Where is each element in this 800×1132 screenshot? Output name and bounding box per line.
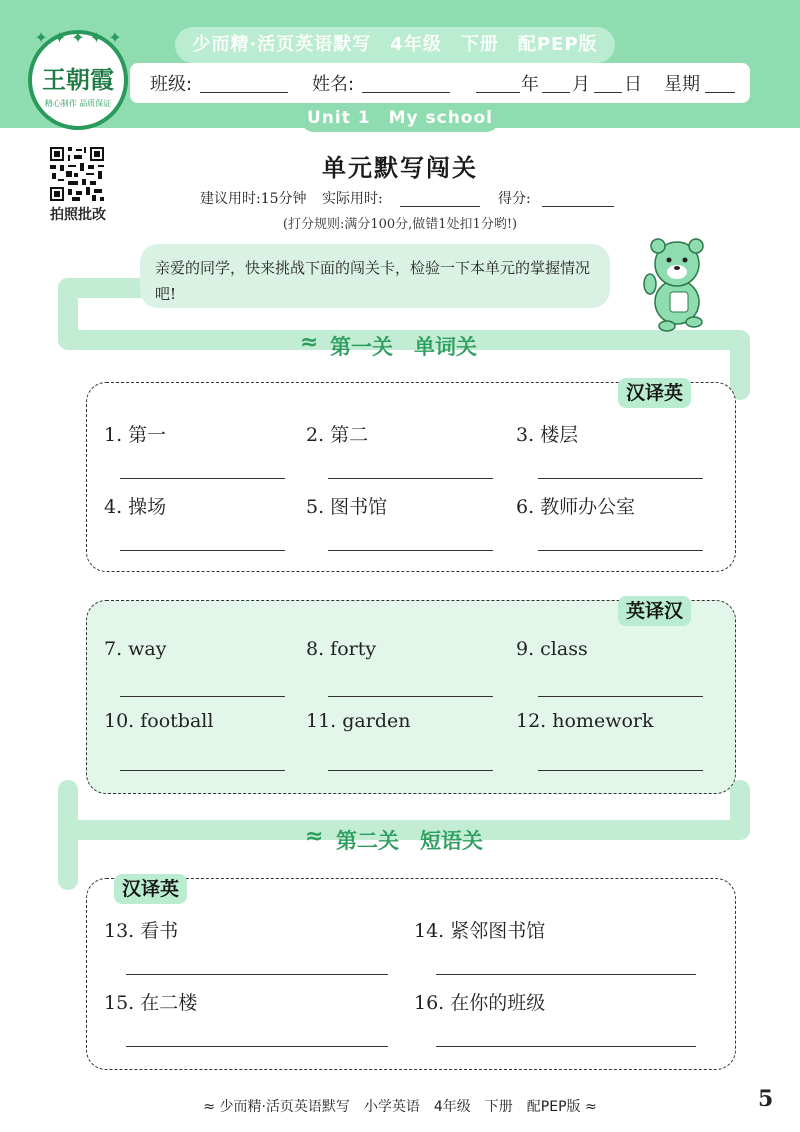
level1-title: 第一关 单词关 (330, 335, 477, 359)
unit-tab: Unit 1 My school (300, 104, 500, 132)
section-en-cn-words (86, 600, 736, 794)
item-16: 16. 在你的班级 (414, 992, 546, 1014)
answer-line-4[interactable] (120, 550, 285, 551)
answer-line-13[interactable] (126, 974, 388, 975)
footer-text: 少而精·活页英语默写 小学英语 4年级 下册 配PEP版 (219, 1099, 581, 1115)
tag-en-cn: 英译汉 (618, 596, 691, 626)
answer-line-12[interactable] (538, 770, 703, 771)
day-field[interactable] (594, 92, 622, 93)
answer-line-8[interactable] (328, 696, 493, 697)
score-field[interactable] (542, 206, 614, 207)
wave-icon: ≈ (585, 1099, 597, 1115)
year-label: 年 (521, 74, 539, 95)
year-field[interactable] (476, 92, 520, 93)
page-number: 5 (758, 1086, 774, 1112)
item-11: 11. garden (306, 710, 411, 732)
answer-line-7[interactable] (120, 696, 285, 697)
track-segment (58, 780, 78, 890)
actual-time-field[interactable] (400, 206, 480, 207)
track-segment (730, 330, 750, 400)
item-13: 13. 看书 (104, 920, 179, 942)
weekday-field[interactable] (705, 92, 735, 93)
month-label: 月 (572, 74, 590, 95)
weekday-label: 星期 (664, 74, 700, 95)
answer-line-10[interactable] (120, 770, 285, 771)
answer-line-9[interactable] (538, 696, 703, 697)
answer-line-15[interactable] (126, 1046, 388, 1047)
footer (0, 1096, 800, 1116)
item-15: 15. 在二楼 (104, 992, 198, 1014)
item-5: 5. 图书馆 (306, 496, 388, 518)
item-14: 14. 紧邻图书馆 (414, 920, 546, 942)
wave-icon: ≈ (203, 1099, 215, 1115)
wave-icon: ≈ (300, 330, 319, 355)
logo-text: 王朝霞 (42, 65, 114, 94)
answer-line-3[interactable] (538, 478, 703, 479)
answer-line-16[interactable] (436, 1046, 696, 1047)
item-6: 6. 教师办公室 (516, 496, 636, 518)
item-2: 2. 第二 (306, 424, 369, 446)
track-segment (730, 780, 750, 840)
actual-time-label: 实际用时: (322, 191, 383, 207)
logo-subtitle: 精心制作 品质保证 (44, 99, 112, 108)
tag-cn-en-phrases: 汉译英 (114, 874, 187, 904)
section-cn-en-words (86, 382, 736, 572)
score-label: 得分: (498, 191, 531, 207)
class-label: 班级: (150, 74, 193, 95)
answer-line-6[interactable] (538, 550, 703, 551)
day-label: 日 (624, 74, 642, 95)
item-12: 12. homework (516, 710, 654, 732)
answer-line-2[interactable] (328, 478, 493, 479)
class-field[interactable] (200, 92, 288, 93)
page-title: 单元默写闯关 (322, 154, 478, 182)
item-9: 9. class (516, 638, 588, 660)
item-3: 3. 楼层 (516, 424, 579, 446)
publisher-logo (28, 30, 128, 130)
student-info-bar (130, 63, 750, 103)
item-10: 10. football (104, 710, 214, 732)
answer-line-11[interactable] (328, 770, 493, 771)
tag-cn-en: 汉译英 (618, 378, 691, 408)
intro-text: 亲爱的同学，快来挑战下面的闯关卡，检验一下本单元的掌握情况吧! (155, 259, 591, 303)
answer-line-1[interactable] (120, 478, 285, 479)
item-8: 8. forty (306, 638, 377, 660)
series-title: 少而精·活页英语默写 4年级 下册 配PEP版 (175, 27, 615, 63)
month-field[interactable] (542, 92, 570, 93)
wave-icon: ≈ (305, 824, 324, 849)
item-4: 4. 操场 (104, 496, 167, 518)
level2-title: 第二关 短语关 (336, 829, 483, 853)
answer-line-5[interactable] (328, 550, 493, 551)
suggested-time: 建议用时:15分钟 (200, 191, 307, 207)
qr-label: 拍照批改 (50, 207, 106, 223)
name-field[interactable] (362, 92, 450, 93)
answer-line-14[interactable] (436, 974, 696, 975)
name-label: 姓名: (312, 74, 355, 95)
item-1: 1. 第一 (104, 424, 167, 446)
scoring-rule: (打分规则:满分100分,做错1处扣1分哟!) (282, 217, 518, 232)
crown-icon: ✦ ✦ ✦ ✦ ✦ (34, 28, 122, 47)
item-7: 7. way (104, 638, 167, 660)
bear-mascot-icon (632, 232, 722, 332)
